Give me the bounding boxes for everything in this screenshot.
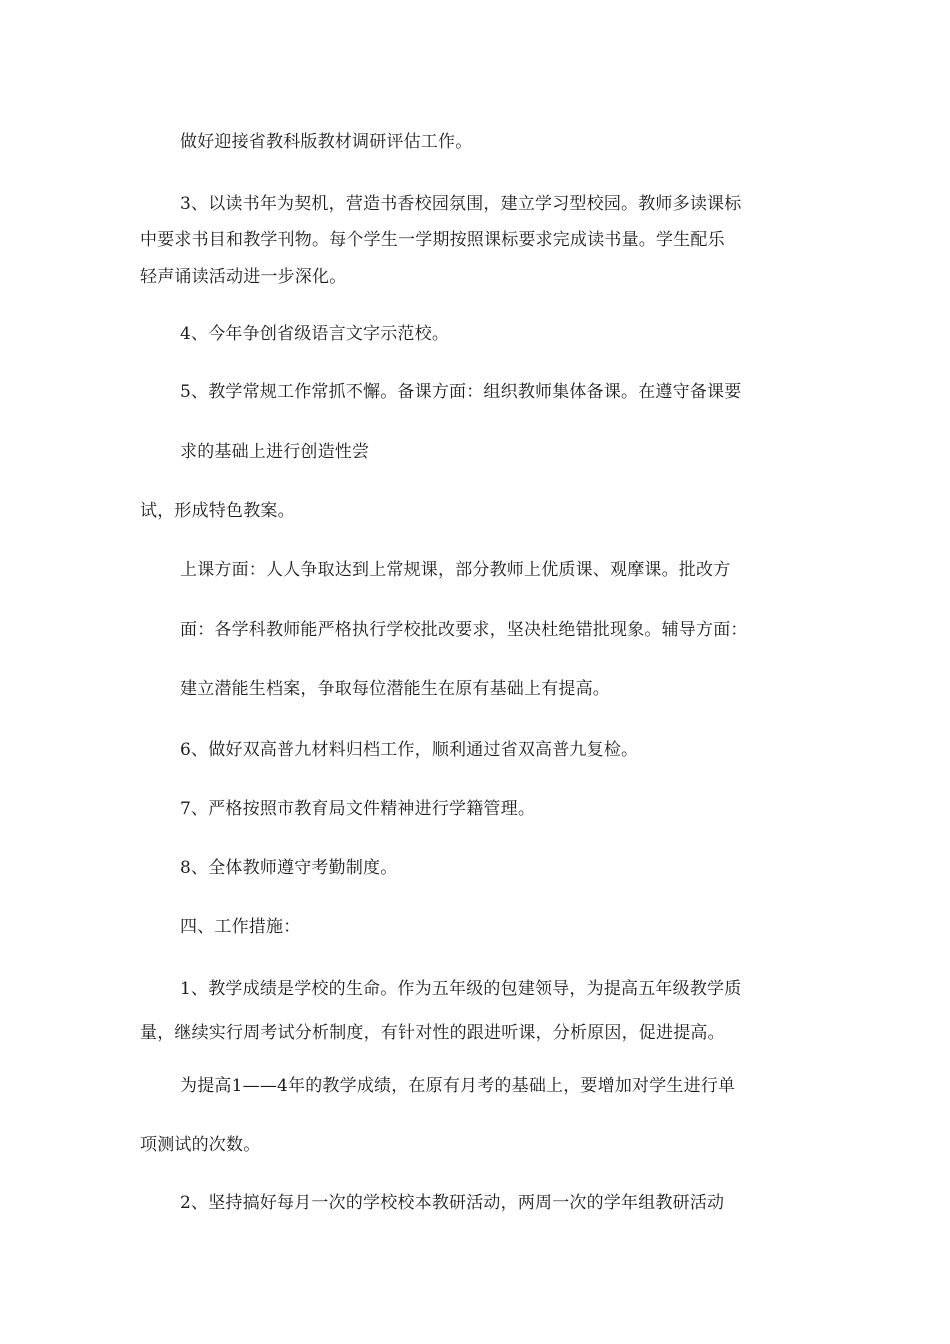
text-line: 3、以读书年为契机，营造书香校园氛围，建立学习型校园。教师多读课标: [180, 194, 742, 214]
text-line: 项测试的次数。: [140, 1135, 261, 1155]
section-heading: 四、工作措施：: [180, 917, 301, 937]
text-line: 为提高1——4年的教学成绩，在原有月考的基础上，要增加对学生进行单: [180, 1076, 736, 1096]
text-line: 中要求书目和教学刊物。每个学生一学期按照课标要求完成读书量。学生配乐: [140, 230, 725, 250]
text-line: 建立潜能生档案，争取每位潜能生在原有基础上有提高。: [180, 679, 610, 699]
text-line: 6、做好双高普九材料归档工作，顺利通过省双高普九复检。: [180, 740, 639, 760]
text-line: 试，形成特色教案。: [140, 501, 295, 521]
text-line: 上课方面：人人争取达到上常规课，部分教师上优质课、观摩课。批改方: [180, 560, 731, 580]
text-line: 面：各学科教师能严格执行学校批改要求，坚决杜绝错批现象。辅导方面：: [180, 620, 748, 640]
text-line: 4、今年争创省级语言文字示范校。: [180, 324, 450, 344]
text-line: 8、全体教师遵守考勤制度。: [180, 858, 398, 878]
text-line: 5、教学常规工作常抓不懈。备课方面：组织教师集体备课。在遵守备课要: [180, 382, 742, 402]
text-line: 1、教学成绩是学校的生命。作为五年级的包建领导，为提高五年级教学质: [180, 979, 742, 999]
text-line: 做好迎接省教科版教材调研评估工作。: [180, 132, 473, 152]
text-line: 轻声诵读活动进一步深化。: [140, 267, 347, 287]
text-line: 量，继续实行周考试分析制度，有针对性的跟进听课，分析原因，促进提高。: [140, 1023, 725, 1043]
text-line: 2、坚持搞好每月一次的学校校本教研活动，两周一次的学年组教研活动: [180, 1193, 725, 1213]
text-line: 7、严格按照市教育局文件精神进行学籍管理。: [180, 799, 536, 819]
text-line: 求的基础上进行创造性尝: [180, 442, 370, 462]
